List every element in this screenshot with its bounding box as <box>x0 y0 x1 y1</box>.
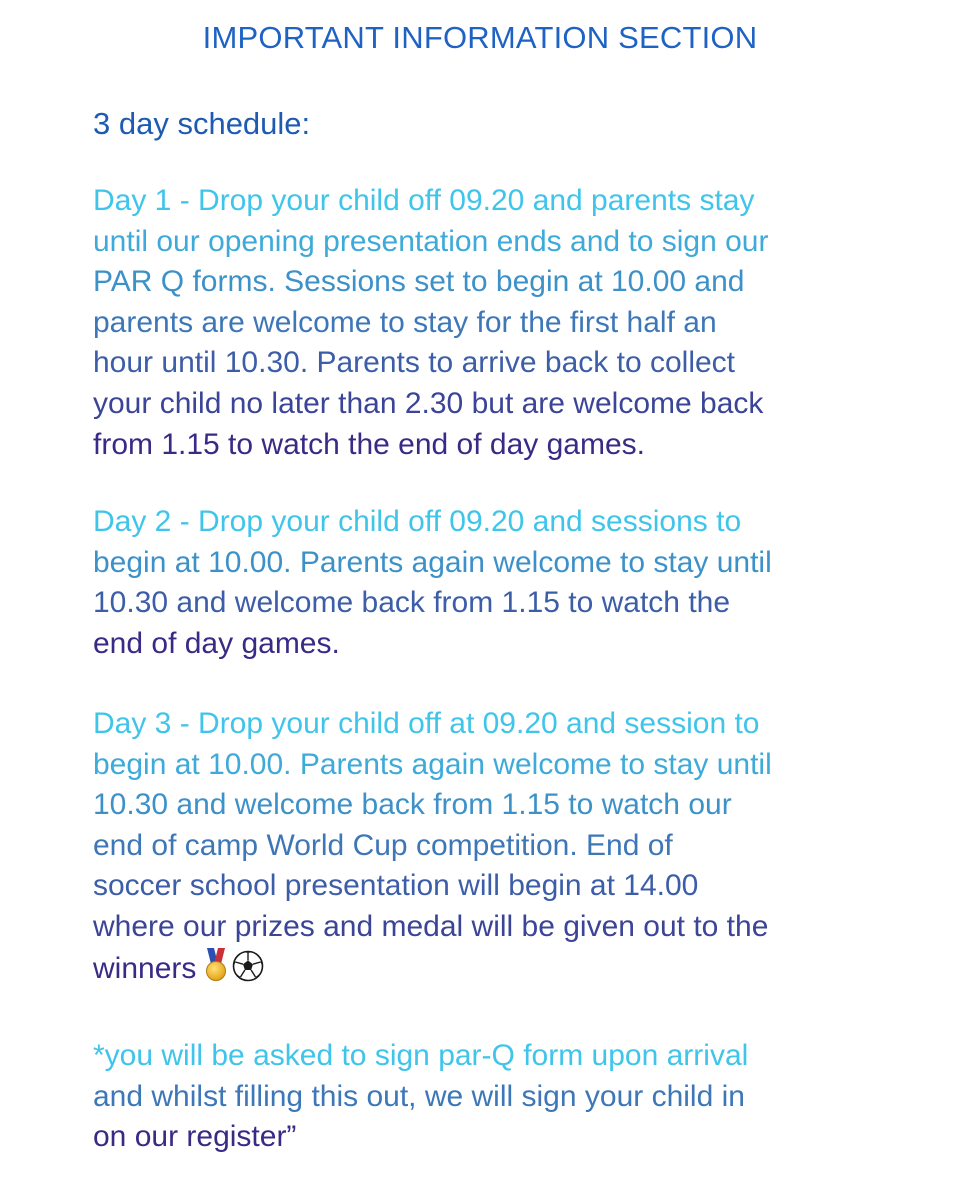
text-line: Day 1 - Drop your child off 09.20 and parents stay <box>93 184 755 217</box>
text-line: until our opening presentation ends and to sign our <box>93 224 769 258</box>
text-line: PAR Q forms. Sessions set to begin at 10.00 and <box>93 265 745 299</box>
day-2-paragraph <box>93 502 893 664</box>
text-line: hour until 10.30. Parents to arrive back to collect <box>93 346 736 380</box>
medal-icon <box>204 948 228 982</box>
text-line: parents are welcome to stay for the first half an <box>93 305 717 339</box>
text-line: 10.30 and welcome back from 1.15 to watch the <box>93 586 731 620</box>
text-line: your child no later than 2.30 but are welcome back <box>93 386 764 420</box>
text-line: end of day games. <box>93 626 340 660</box>
text-line: from 1.15 to watch the end of day games. <box>93 427 645 461</box>
text-line: begin at 10.00. Parents again welcome to stay until <box>93 747 772 781</box>
text-line: Day 3 - Drop your child off at 09.20 and session to <box>93 707 760 740</box>
text-line: end of camp World Cup competition. End of <box>93 828 673 862</box>
day-1-paragraph <box>93 181 893 465</box>
note-paragraph <box>93 1036 893 1158</box>
winners-text: winners <box>93 951 197 985</box>
text-line: and whilst filling this out, we will sign your child in <box>93 1079 745 1113</box>
text-line: where our prizes and medal will be given out to the <box>93 909 769 943</box>
text-line: Day 2 - Drop your child off 09.20 and sessions to <box>93 505 742 538</box>
last-text-line <box>93 948 893 990</box>
day-3-paragraph <box>93 704 893 989</box>
soccer-ball-icon <box>232 950 264 982</box>
text-line: 10.30 and welcome back from 1.15 to watch our <box>93 788 732 822</box>
text-line: on our register” <box>93 1120 297 1154</box>
page-title: IMPORTANT INFORMATION SECTION <box>202 20 758 55</box>
text-line: *you will be asked to sign par-Q form upon arrival <box>93 1039 749 1072</box>
text-line: soccer school presentation will begin at 14.00 <box>93 869 699 903</box>
text-line: begin at 10.00. Parents again welcome to stay until <box>93 545 772 579</box>
schedule-subheading: 3 day schedule: <box>93 106 311 141</box>
